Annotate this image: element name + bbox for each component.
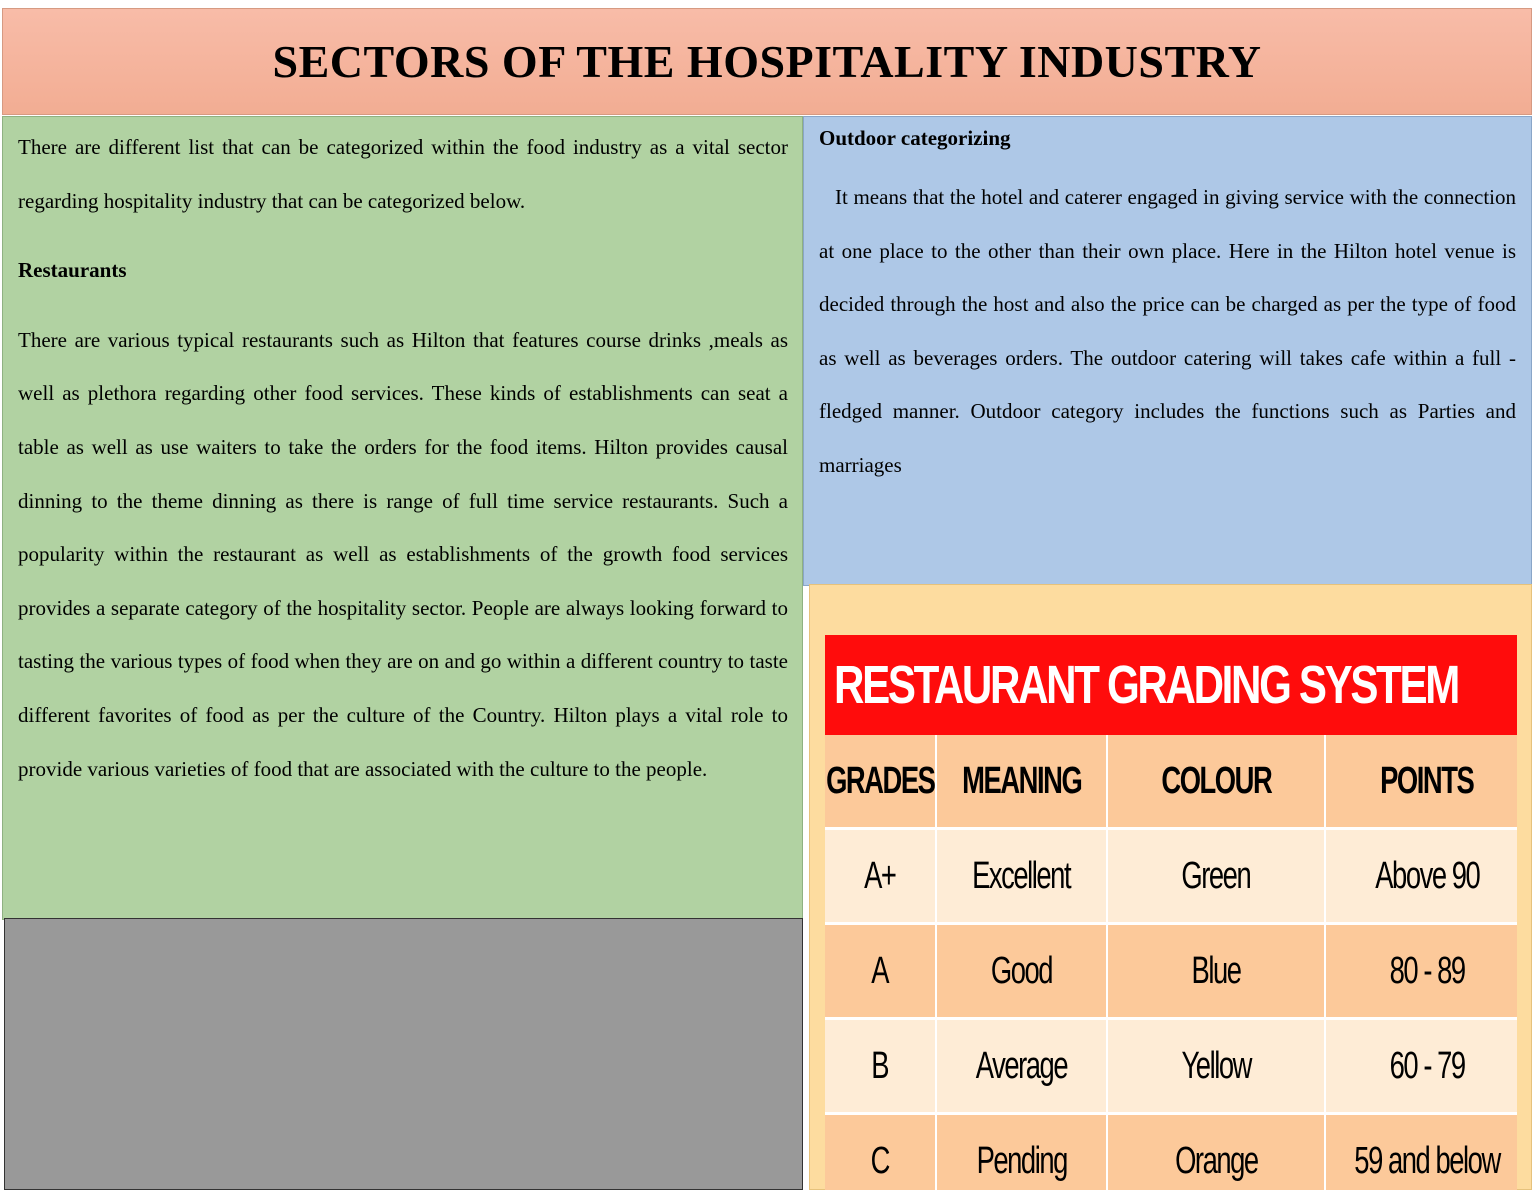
row-aplus-colour: Green bbox=[1108, 830, 1326, 925]
row-a-colour: Blue bbox=[1108, 925, 1326, 1020]
row-aplus-points: Above 90 bbox=[1326, 830, 1517, 925]
grading-grid bbox=[825, 735, 1517, 1190]
restaurants-paragraph: There are various typical restaurants such as Hilton that features course drinks ,meals as well as plethora regarding other food services. These kinds of establishments can seat a table as well as use waiters to take the orders for the food items. Hilton provides causal dinning to the theme dinning as there is range of full time service restaurants. Such a popularity within the restaurant as well as establishments of the growth food services provides a separate category of the hospitality sector. People are always looking forward to tasting the various types of food when they are on and go within a different country to taste different favorites of food as per the culture of the Country. Hilton plays a vital role to provide various varieties of food that are associated with the culture to the people. bbox=[18, 327, 788, 781]
restaurant-grading-table bbox=[825, 635, 1517, 1190]
header-colour: COLOUR bbox=[1108, 735, 1326, 830]
image-placeholder bbox=[4, 918, 803, 1190]
header-grades: GRADES bbox=[825, 735, 937, 830]
intro-paragraph: There are different list that can be categorized within the food industry as a vital sector regarding hospitality industry that can be categorized below. bbox=[18, 135, 788, 213]
row-a-meaning: Good bbox=[937, 925, 1108, 1020]
header-points: POINTS bbox=[1326, 735, 1517, 830]
row-c-grade: C bbox=[825, 1115, 937, 1190]
row-aplus-grade: A+ bbox=[825, 830, 937, 925]
row-c-colour: Orange bbox=[1108, 1115, 1326, 1190]
outdoor-paragraph: It means that the hotel and caterer engaged in giving service with the connection at one place to the other than their own place. Here in the Hilton hotel venue is decided through the host and also the price can be charged as per the type of food as well as beverages orders. The outdoor catering will takes cafe within a full -fledged manner. Outdoor category includes the functions such as Parties and marriages bbox=[819, 185, 1516, 477]
row-b-colour: Yellow bbox=[1108, 1020, 1326, 1115]
title-banner bbox=[2, 8, 1532, 115]
row-c-points: 59 and below bbox=[1326, 1115, 1517, 1190]
outdoor-heading: Outdoor categorizing bbox=[819, 126, 1011, 150]
row-a-grade: A bbox=[825, 925, 937, 1020]
grading-title-text: RESTAURANT GRADING SYSTEM bbox=[834, 655, 1459, 715]
row-b-grade: B bbox=[825, 1020, 937, 1115]
row-a-points: 80 - 89 bbox=[1326, 925, 1517, 1020]
page-title: SECTORS OF THE HOSPITALITY INDUSTRY bbox=[272, 36, 1262, 87]
row-b-points: 60 - 79 bbox=[1326, 1020, 1517, 1115]
row-c-meaning: Pending bbox=[937, 1115, 1108, 1190]
restaurants-section bbox=[2, 116, 803, 920]
header-meaning: MEANING bbox=[937, 735, 1108, 830]
row-b-meaning: Average bbox=[937, 1020, 1108, 1115]
row-aplus-meaning: Excellent bbox=[937, 830, 1108, 925]
grading-title bbox=[825, 635, 1517, 735]
outdoor-section bbox=[803, 116, 1532, 586]
restaurants-heading: Restaurants bbox=[18, 258, 127, 283]
